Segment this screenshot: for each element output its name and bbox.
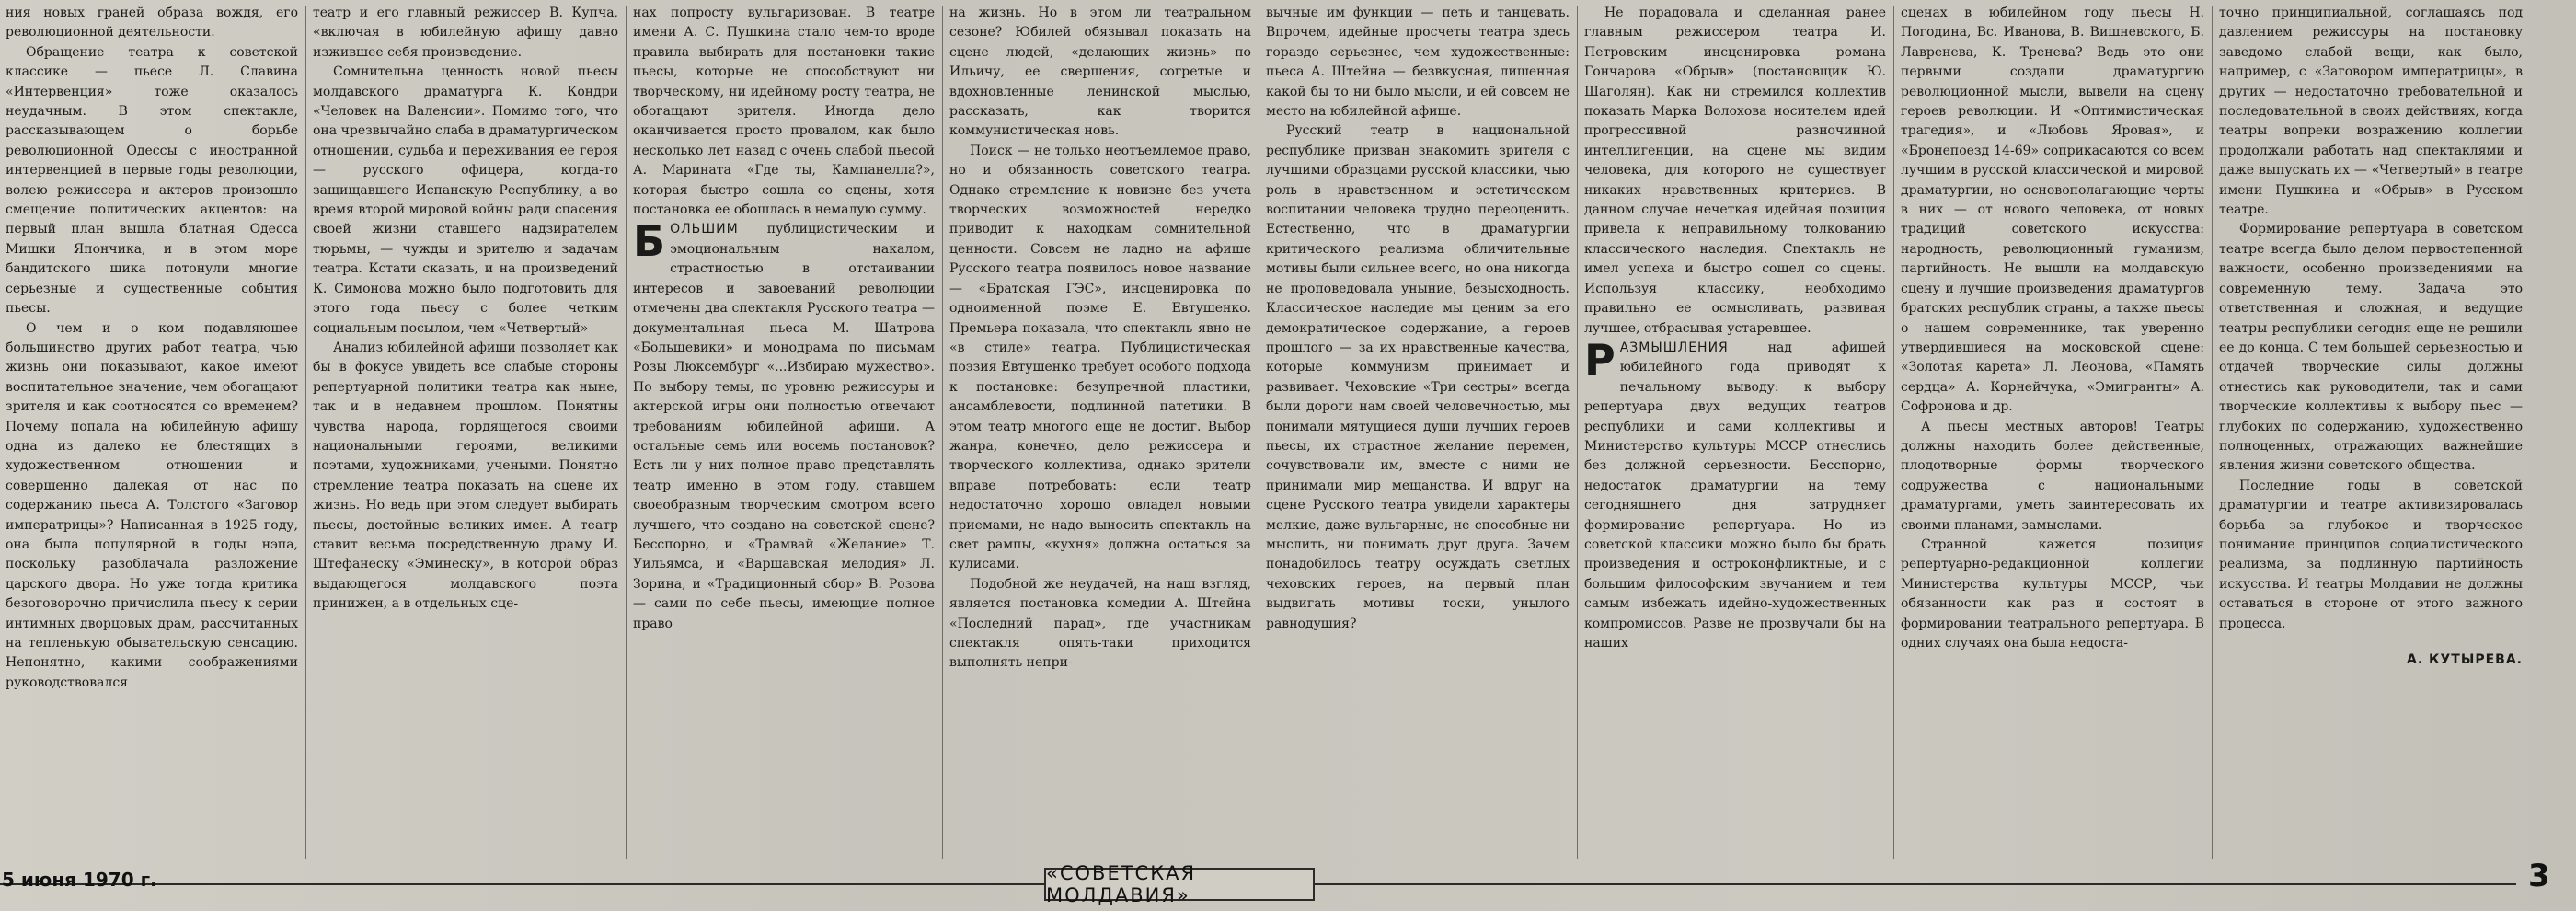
paragraph-text: вычные им функции — петь и танцевать. Впрочем, идейные просчеты театра здесь гораздо серьезнее, чем художественные: пьеса А. Штейна — безвкусная, лишенная какой бы то ни было мысли, и ей совсем не место на юбилейной афише.	[1266, 6, 1570, 120]
article-paragraph	[1901, 4, 2204, 418]
paragraph-text: Русский театр в национальной республике призван знакомить зрителя с лучшими образцами русской классики, чью роль в нравственном и эстетическом воспитании человека трудно переоценить. Естественно, что в драматургии критического реализма обличительные мотивы были сильнее всего, но она никогда не проповедовала уныние, безысходность. Классическое наследие мы ценим за его демократическое содержание, а героев прошлого — за их нравственные качества, которые коммунизм принимает и развивает. Чеховские «Три сестры» всегда были дороги нам своей человечностью, мы понимали мятущиеся души лучших героев пьесы, их страстное желание перемен, сочувствовали им, вместе с ними не принимали мир мещанства. И вдруг на сцене Русского театра увидели характеры мелкие, даже вульгарные, не способные ни мыслить, ни понимать друг друга. Зачем понадобилось театру осуждать светлых чеховских героев, на первый план выдвигать мотивы тоски, унылого равнодушия?	[1266, 123, 1570, 631]
article-paragraph	[1266, 121, 1570, 634]
article-column-8	[2219, 4, 2523, 859]
paragraph-text: на жизнь. Но в этом ли театральном сезоне? Юбилей обязывал показать на сцене людей, «делающих жизнь» по Ильичу, ее свершения, согретые и вдохновленные ленинской мыслью, рассказать, как творится коммунистическая новь.	[949, 6, 1251, 139]
article-paragraph	[633, 216, 935, 634]
lead-word: АЗМЫШЛЕНИЯ	[1619, 340, 1729, 355]
drop-cap: Р	[1584, 334, 1616, 385]
paragraph-text: Странной кажется позиция репертуарно-редакционной коллегии Министерства культуры МССР, чьи обязанности как раз и состоят в формировании театрального репертуара. В одних случаях она была недоста-	[1901, 536, 2204, 651]
article-paragraph	[313, 339, 618, 615]
article-paragraph	[2219, 477, 2523, 634]
paragraph-text: Формирование репертуара в советском театре всегда было делом первостепенной важности, особенно произведениями на современную тему. Задача это ответственная и сложная, и ведущие театры республики сегодня еще не решили ее до конца. С тем большей серьезностью и отдачей творческие силы должны отнестись как руководители, так и сами творческие коллективы к выбору пьес — глубоких по содержанию, художественно полноценных, отражающих важнейшие явления жизни советского общества.	[2219, 222, 2523, 474]
paragraph-text: Обращение театра к советской классике — пьесе Л. Славина «Интервенция» тоже оказалось неудачным. В этом спектакле, рассказывающем о борьбе революционной Одессы с иностранной интервенцией в первые годы революции, волею режиссера и актеров произошло смещение политических акцентов: на первый план вышла блатная Одесса Мишки Япончика, и в этом море бандитского шика потонули многие серьезные и существенные события пьесы.	[6, 44, 298, 317]
paragraph-text: ния новых граней образа вождя, его революционной деятельности.	[6, 6, 298, 40]
article-paragraph	[949, 4, 1251, 142]
article-column-3	[633, 4, 935, 859]
article-column-4	[949, 4, 1251, 859]
drop-cap: Б	[633, 216, 666, 267]
article-paragraph	[313, 4, 618, 63]
article-column-1	[6, 4, 298, 859]
column-rule	[1893, 6, 1894, 859]
paragraph-text: О чем и о ком подавляющее большинство других работ театра, чью жизнь они показывают, какое имеют воспитательное значение, чем обогащают зрителя и как соотносятся со временем? Почему попала на юбилейную афишу одна из далеко не блестящих в художественном отношении и совершенно далекая от нас по содержанию пьеса А. Толстого «Заговор императрицы»? Написанная в 1925 году, она была популярной в годы нэпа, поскольку разоблачала разложение царского двора. Но уже тогда критика безоговорочно причислила пьесу к серии интимных дворцовых драм, рассчитанных на тепленькую обывательскую сенсацию. Непонятно, какими соображениями руководствовался	[6, 320, 298, 690]
article-paragraph	[6, 43, 298, 319]
author-signature: А. КУТЫРЕВА.	[2407, 652, 2523, 667]
article-paragraph	[1901, 536, 2204, 653]
article-paragraph	[2219, 220, 2523, 476]
lead-word: ОЛЬШИМ	[670, 222, 739, 237]
newspaper-masthead: «СОВЕТСКАЯ МОЛДАВИЯ»	[1044, 868, 1315, 901]
article-paragraph	[949, 575, 1251, 674]
paragraph-text: театр и его главный режиссер В. Купча, «включая в юбилейную афишу давно изжившее себя произведение.	[313, 6, 618, 60]
paragraph-text: Поиск — не только неотъемлемое право, но и обязанность советского театра. Однако стремление к новизне без учета творческих возможностей нередко приводит к находкам сомнительной ценности. Совсем не ладно на афише Русского театра появилось новое название — «Братская ГЭС», инсценировка по одноименной поэме Е. Евтушенко. Премьера показала, что спектакль явно не «в стиле» театра. Публицистическая поэзия Евтушенко требует особого подхода к постановке: безупречной пластики, ансамблевости, подлинной патетики. В этом театр многого еще не достиг. Выбор жанра, конечно, дело режиссера и творческого коллектива, однако зрители вправе потребовать: если театр недостаточно хорошо овладел новыми приемами, не надо выносить спектакль на свет рампы, «кухня» должна остаться за кулисами.	[949, 143, 1251, 572]
article-paragraph	[949, 142, 1251, 575]
paragraph-text: точно принципиальной, соглашаясь под давлением режиссуры на постановку заведомо слабой вещи, как было, например, с «Заговором императрицы», в других — недостаточно требовательной и последовательной в своих действиях, когда театры вопреки возражению коллегии продолжали работать над спектаклями и даже выпускать их — «Четвертый» в театре имени Пушкина и «Обрыв» в Русском театре.	[2219, 6, 2523, 218]
article-paragraph	[2219, 4, 2523, 220]
column-rule	[2212, 6, 2213, 859]
article-paragraph	[6, 4, 298, 43]
paragraph-text: Не порадовала и сделанная ранее главным режиссером театра И. Петровским инсценировка романа Гончарова «Обрыв» (постановщик Ю. Шаголян). Как ни стремился коллектив показать Марка Волохова носителем идей прогрессивной разночинной интеллигенции, на сцене мы видим человека, для которого не существует никаких нравственных критериев. В данном случае нечеткая идейная позиция привела к неправильному толкованию классического наследия. Спектакль не имел успеха и быстро сошел со сцены. Используя классику, необходимо правильно ее осмысливать, развивая лучшее, отбрасывая устаревшее.	[1584, 6, 1886, 336]
column-rule	[942, 6, 943, 859]
article-column-7	[1901, 4, 2204, 859]
article-paragraph	[313, 63, 618, 339]
article-column-6	[1584, 4, 1886, 859]
paragraph-text: Последние годы в советской драматургии и театре активизировалась борьба за глубокое и творческое понимание принципов социалистического реализма, за подлинную партийность искусства. И театры Молдавии не должны оставаться в стороне от этого важного процесса.	[2219, 478, 2523, 631]
paragraph-text: сценах в юбилейном году пьесы Н. Погодина, Вс. Иванова, В. Вишневского, Б. Лавренева, К. Тренева? Ведь это они первыми создали драматургию революционной мысли, вывели на сцену героев революции. И «Оптимистическая трагедия», и «Любовь Яровая», и «Бронепоезд 14-69» соприкасаются со всем лучшим в русской классической и мировой драматургии, но основополагающие черты в них — от нового человека, от новых традиций советского искусства: народность, революционный гуманизм, партийность. Не вышли на молдавскую сцену и лучшие произведения драматургов братских республик страны, а также пьесы о нашем современнике, так уверенно утвердившиеся на московской сцене: «Золотая карета» Л. Леонова, «Память сердца» А. Корнейчука, «Эмигранты» А. Софронова и др.	[1901, 6, 2204, 415]
paragraph-text: Анализ юбилейной афиши позволяет как бы в фокусе увидеть все слабые стороны репертуарной политики театра как ныне, так и в недавнем прошлом. Понятны чувства народа, гордящегося своими национальными героями, великими поэтами, художниками, учеными. Понятно стремление театра показать на сцене их жизнь. Но ведь при этом следует выбирать пьесы, достойные великих имен. А театр ставит весьма посредственную драму И. Штефанеску «Эминеску», в которой образ выдающегося молдавского поэта принижен, а в отдельных сце-	[313, 340, 618, 612]
issue-date: 5 июня 1970 г.	[2, 869, 157, 891]
article-paragraph	[633, 4, 935, 220]
paragraph-text: над афишей юбилейного года приводят к печальному выводу: к выбору репертуара двух ведущих театров республики и сами коллективы и Министерство культуры МССР отнеслись без должной серьезности. Бесспорно, недостаток драматургии на тему сегодняшнего дня затрудняет формирование репертуара. Но из советской классики можно было бы брать произведения и остроконфликтные, и с большим философским звучанием и тем самым избежать идейно-художественных компромиссов. Разве не прозвучали бы на наших	[1584, 340, 1886, 651]
article-paragraph	[1266, 4, 1570, 121]
page-number: 3	[2528, 858, 2550, 894]
column-rule	[305, 6, 306, 859]
article-paragraph	[1584, 4, 1886, 339]
paragraph-text: Сомнительна ценность новой пьесы молдавского драматурга К. Кондри «Человек на Валенсии». Помимо того, что она чрезвычайно слаба в драматургическом отношении, судьба и переживания ее героя — русского офицера, когда-то защищавшего Испанскую Республику, а во время второй мировой войны ради спасения своей жизни ставшего надзирателем тюрьмы, — чужды и зрителю и задачам театра. Кстати сказать, и на произведений К. Симонова можно было подготовить для этого года пьесу с более четким социальным посылом, чем «Четвертый»	[313, 64, 618, 336]
article-paragraph	[1584, 334, 1886, 654]
article-paragraph	[6, 319, 298, 694]
column-rule	[626, 6, 627, 859]
column-rule	[1577, 6, 1578, 859]
article-paragraph	[1901, 418, 2204, 536]
article-column-5	[1266, 4, 1570, 859]
paragraph-text: А пьесы местных авторов! Театры должны находить более действенные, плодотворные формы творческого содружества с национальными драматургами, уметь заинтересовать их своими планами, замыслами.	[1901, 419, 2204, 533]
paragraph-text: нах попросту вульгаризован. В театре имени А. С. Пушкина стало чем-то вроде правила выбирать для постановки такие пьесы, которые не способствуют ни творческому, ни идейному росту театра, не обогащают зрителя. Иногда дело оканчивается просто провалом, как было несколько лет назад с очень слабой пьесой А. Марината «Где ты, Кампанелла?», которая быстро сошла со сцены, хотя постановка ее обошлась в немалую сумму.	[633, 6, 935, 218]
paragraph-text: публицистическим и эмоциональным накалом, страстностью в отстаивании интересов и завоеваний революции отмечены два спектакля Русского театра — документальная пьеса М. Шатрова «Большевики» и монодрама по письмам Розы Люксембург «...Избираю мужество». По выбору темы, по уровню режиссуры и актерской игры они полностью отвечают требованиям юбилейной афиши. А остальные семь или восемь постановок? Есть ли у них полное право представлять театр именно в этом году, ставшем своеобразным творческим смотром всего лучшего, что создано на советской сцене? Бесспорно, и «Трамвай «Желание» Т. Уильямса, и «Варшавская мелодия» Л. Зорина, и «Традиционный сбор» В. Розова — сами по себе пьесы, имеющие полное право	[633, 222, 935, 631]
article-column-2	[313, 4, 618, 859]
paragraph-text: Подобной же неудачей, на наш взгляд, является постановка комедии А. Штейна «Последний парад», где участникам спектакля опять-таки приходится выполнять непри-	[949, 576, 1251, 671]
